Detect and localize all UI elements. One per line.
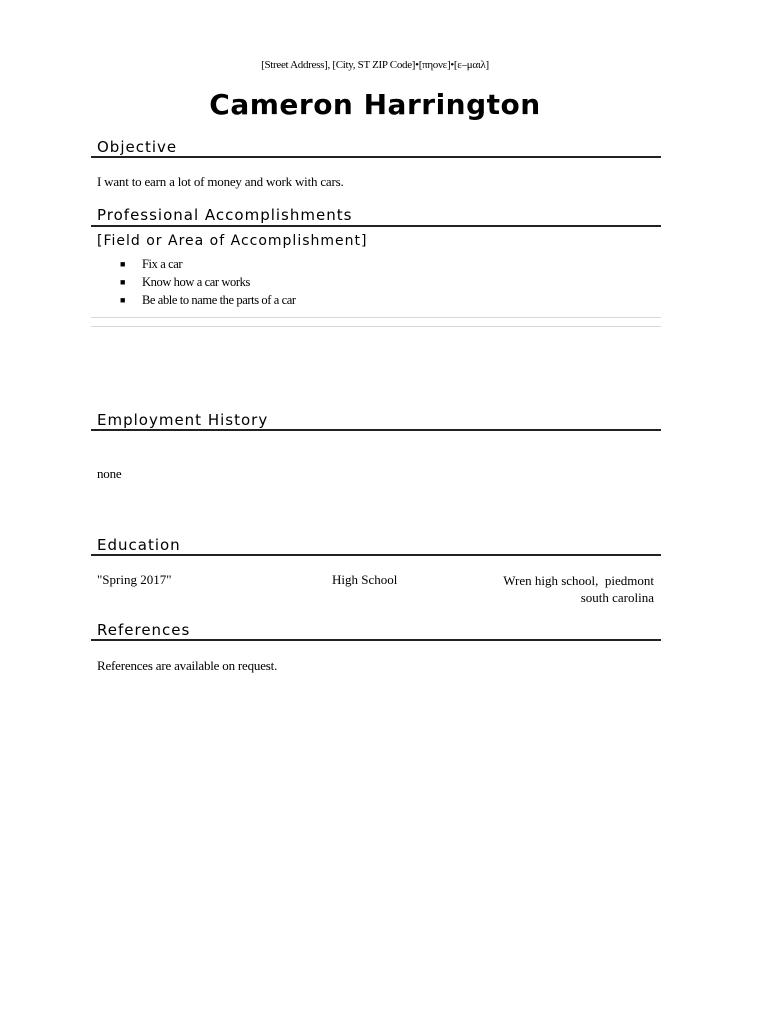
square-bullet-icon: ■ [120, 277, 126, 287]
objective-rule [91, 156, 661, 158]
list-item [120, 255, 296, 273]
references-text: References are available on request. [97, 658, 278, 673]
objective-text: I want to earn a lot of money and work with cars. [97, 174, 344, 189]
school-name: Wren high school, piedmont [503, 573, 654, 588]
list-item-text: Know how a car works [142, 275, 250, 289]
list-item [120, 291, 296, 309]
education-rule [91, 554, 661, 556]
list-item [120, 273, 296, 291]
square-bullet-icon: ■ [120, 259, 126, 269]
candidate-name: Cameron Harrington [209, 88, 541, 121]
contact-line: [Street Address], [City, ST ZIP Code]•[πηονε]•[ε–μαιλ] [261, 59, 489, 71]
employment-rule [91, 429, 661, 431]
employment-heading: Employment History [97, 411, 269, 429]
list-item-text: Be able to name the parts of a car [142, 293, 296, 307]
square-bullet-icon: ■ [120, 295, 126, 305]
list-item-text: Fix a car [142, 257, 183, 271]
education-date: "Spring 2017" [97, 572, 172, 587]
accomplishments-heading: Professional Accomplishments [97, 206, 353, 224]
employment-text: none [97, 466, 122, 481]
section-divider [91, 326, 661, 327]
references-rule [91, 639, 661, 641]
objective-heading: Objective [97, 138, 178, 156]
school-location: south carolina [580, 590, 654, 605]
accomplishments-list [120, 255, 296, 309]
education-degree: High School [332, 572, 398, 587]
accomplishments-rule [91, 225, 661, 227]
references-heading: References [97, 621, 191, 639]
section-divider [91, 317, 661, 318]
education-school [460, 572, 654, 606]
accomplishment-area-heading: [Field or Area of Accomplishment] [97, 233, 368, 249]
education-heading: Education [97, 536, 181, 554]
